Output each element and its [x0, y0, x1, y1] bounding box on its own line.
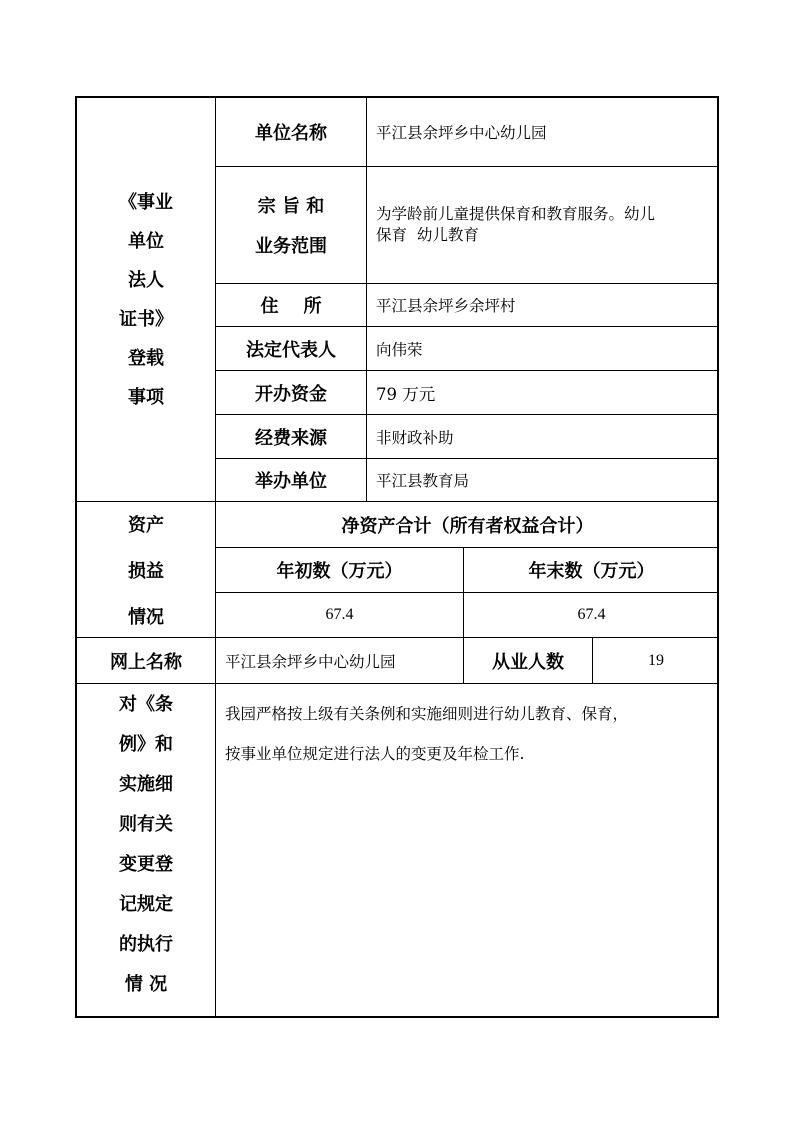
side-label-line: 情 况 [124, 974, 168, 995]
legal-rep-value: 向伟荣 [376, 340, 423, 359]
side-label-line: 证书》 [119, 308, 173, 330]
side-label-line: 损益 [128, 560, 164, 582]
end-year-header: 年末数（万元） [528, 561, 655, 582]
side-label-line: 的执行 [119, 934, 173, 955]
funding-source-value: 非财政补助 [376, 428, 454, 447]
compliance-text [216, 684, 719, 1018]
side-label-line: 例》和 [119, 734, 173, 755]
label-line: 宗 旨 和 [257, 196, 325, 217]
side-label-line: 变更登 [119, 854, 173, 875]
side-label-line: 情况 [128, 606, 164, 628]
label-line: 业务范围 [255, 236, 327, 257]
begin-year-value: 67.4 [325, 606, 354, 623]
side-label-line: 实施细 [119, 774, 173, 795]
side-label-line: 事项 [128, 386, 164, 408]
side-label-line: 资产 [128, 514, 164, 536]
online-name-value: 平江县余坪乡中心幼儿园 [225, 652, 396, 671]
capital-value: 79 万元 [376, 384, 436, 404]
registration-form [75, 96, 719, 1018]
text-line: 按事业单位规定进行法人的变更及年检工作. [225, 745, 525, 763]
compliance-side-label [77, 684, 215, 1018]
value-line: 保育 幼儿教育 [376, 226, 479, 244]
side-label-line: 记规定 [119, 894, 173, 915]
side-label-line: 法人 [128, 269, 164, 291]
staff-count-value: 19 [648, 651, 664, 669]
capital-label: 开办资金 [255, 383, 327, 405]
begin-year-header: 年初数（万元） [276, 561, 403, 582]
net-assets-header: 净资产合计（所有者权益合计） [341, 515, 594, 537]
online-name-label: 网上名称 [110, 651, 182, 673]
side-label-line: 单位 [128, 230, 164, 252]
side-label-line: 《事业 [119, 191, 173, 213]
funding-source-label: 经费来源 [255, 427, 327, 449]
registration-side-label [77, 168, 215, 428]
end-year-value: 67.4 [577, 606, 606, 623]
purpose-scope-value [367, 167, 719, 283]
address-value: 平江县余坪乡余坪村 [376, 297, 516, 315]
legal-rep-label: 法定代表人 [246, 339, 336, 361]
side-label-line: 登载 [128, 347, 164, 369]
value-line: 为学龄前儿童提供保育和教育服务。幼儿 [376, 205, 656, 223]
address-label: 住 所 [260, 296, 322, 317]
sponsor-value: 平江县教育局 [376, 472, 470, 490]
text-line: 我园严格按上级有关条例和实施细则进行幼儿教育、保育， [225, 705, 629, 723]
purpose-scope-label [216, 167, 366, 283]
sponsor-label: 举办单位 [255, 471, 327, 492]
side-label-line: 则有关 [119, 814, 173, 835]
assets-side-label [77, 502, 215, 637]
unit-name-label: 单位名称 [255, 123, 327, 144]
unit-name-value: 平江县余坪乡中心幼儿园 [376, 124, 547, 142]
staff-count-label: 从业人数 [492, 651, 564, 673]
side-label-line: 对《条 [119, 694, 173, 715]
